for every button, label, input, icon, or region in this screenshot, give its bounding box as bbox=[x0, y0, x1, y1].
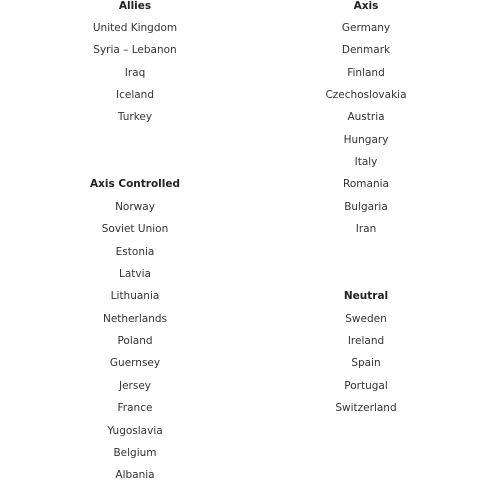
axis-item: Hungary bbox=[343, 134, 389, 146]
allies-item: Iraq bbox=[124, 67, 146, 79]
axis-controlled-item: Netherlands bbox=[102, 313, 167, 325]
axis-item: Czechoslovakia bbox=[325, 89, 407, 101]
allies-item: Iceland bbox=[115, 89, 154, 101]
allies-item: United Kingdom bbox=[92, 22, 178, 34]
axis-item: Iran bbox=[355, 223, 377, 235]
axis-item: Denmark bbox=[341, 44, 391, 56]
axis-controlled-item: Yugoslavia bbox=[107, 425, 163, 437]
neutral-item: Sweden bbox=[345, 313, 387, 325]
neutral-item: Switzerland bbox=[335, 402, 397, 414]
axis-controlled-item: Norway bbox=[115, 201, 155, 213]
axis-controlled-item: Jersey bbox=[118, 380, 152, 392]
axis-controlled-item: Belgium bbox=[113, 447, 157, 459]
axis-controlled-item: Soviet Union bbox=[101, 223, 169, 235]
axis-controlled-item: Poland bbox=[117, 335, 153, 347]
axis-item: Austria bbox=[347, 111, 385, 123]
neutral-item: Portugal bbox=[344, 380, 388, 392]
neutral-item: Ireland bbox=[347, 335, 385, 347]
allies-item: Syria – Lebanon bbox=[93, 44, 177, 56]
axis-item: Finland bbox=[347, 67, 385, 79]
axis-controlled-item: Lithuania bbox=[110, 290, 160, 302]
axis-controlled-item: Albania bbox=[115, 469, 155, 481]
axis-item: Bulgaria bbox=[344, 201, 388, 213]
axis-controlled-item: Guernsey bbox=[109, 357, 161, 369]
neutral-heading: Neutral bbox=[343, 290, 389, 302]
allies-item: Turkey bbox=[117, 111, 153, 123]
axis-controlled-item: France bbox=[117, 402, 153, 414]
axis-controlled-item: Latvia bbox=[119, 268, 151, 280]
axis-item: Italy bbox=[354, 156, 378, 168]
neutral-item: Spain bbox=[351, 357, 381, 369]
axis-controlled-item: Estonia bbox=[115, 246, 155, 258]
axis-item: Romania bbox=[343, 178, 389, 190]
axis-heading: Axis bbox=[353, 0, 379, 12]
allies-heading: Allies bbox=[118, 0, 152, 12]
axis-item: Germany bbox=[341, 22, 391, 34]
axis-controlled-heading: Axis Controlled bbox=[89, 178, 181, 190]
